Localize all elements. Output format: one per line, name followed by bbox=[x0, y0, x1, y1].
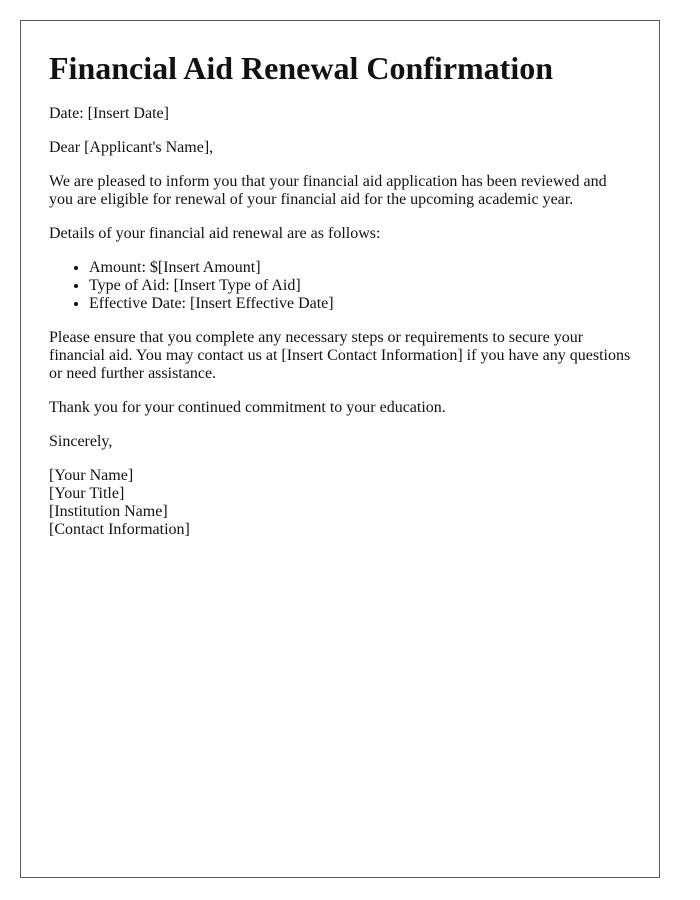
signature-title: [Your Title] bbox=[49, 485, 125, 502]
detail-item-amount: • Amount: $[Insert Amount] bbox=[89, 259, 631, 277]
signature-institution: [Institution Name] bbox=[49, 503, 168, 520]
closing: Sincerely, bbox=[49, 433, 113, 450]
date-line: Date: [Insert Date] bbox=[49, 105, 169, 122]
signature-block bbox=[49, 467, 631, 539]
salutation: Dear [Applicant's Name], bbox=[49, 139, 214, 156]
thanks-paragraph: Thank you for your continued commitment to your education. bbox=[49, 399, 446, 416]
letter-title: Financial Aid Renewal Confirmation bbox=[49, 50, 554, 86]
details-list bbox=[49, 259, 631, 313]
details-intro: Details of your financial aid renewal are as follows: bbox=[49, 225, 381, 242]
instructions-paragraph: Please ensure that you complete any necessary steps or requirements to secure your financial aid. You may contact us at [Insert Contact Information] if you have any questions or need further assistance. bbox=[49, 329, 631, 382]
signature-contact: [Contact Information] bbox=[49, 521, 190, 538]
letter-page bbox=[20, 20, 660, 878]
detail-item-type-of-aid: • Type of Aid: [Insert Type of Aid] bbox=[89, 277, 631, 295]
signature-name: [Your Name] bbox=[49, 467, 134, 484]
detail-item-effective-date: • Effective Date: [Insert Effective Date] bbox=[89, 295, 631, 313]
intro-paragraph: We are pleased to inform you that your financial aid application has been reviewed and you are eligible for renewal of your financial aid for the upcoming academic year. bbox=[49, 173, 607, 208]
